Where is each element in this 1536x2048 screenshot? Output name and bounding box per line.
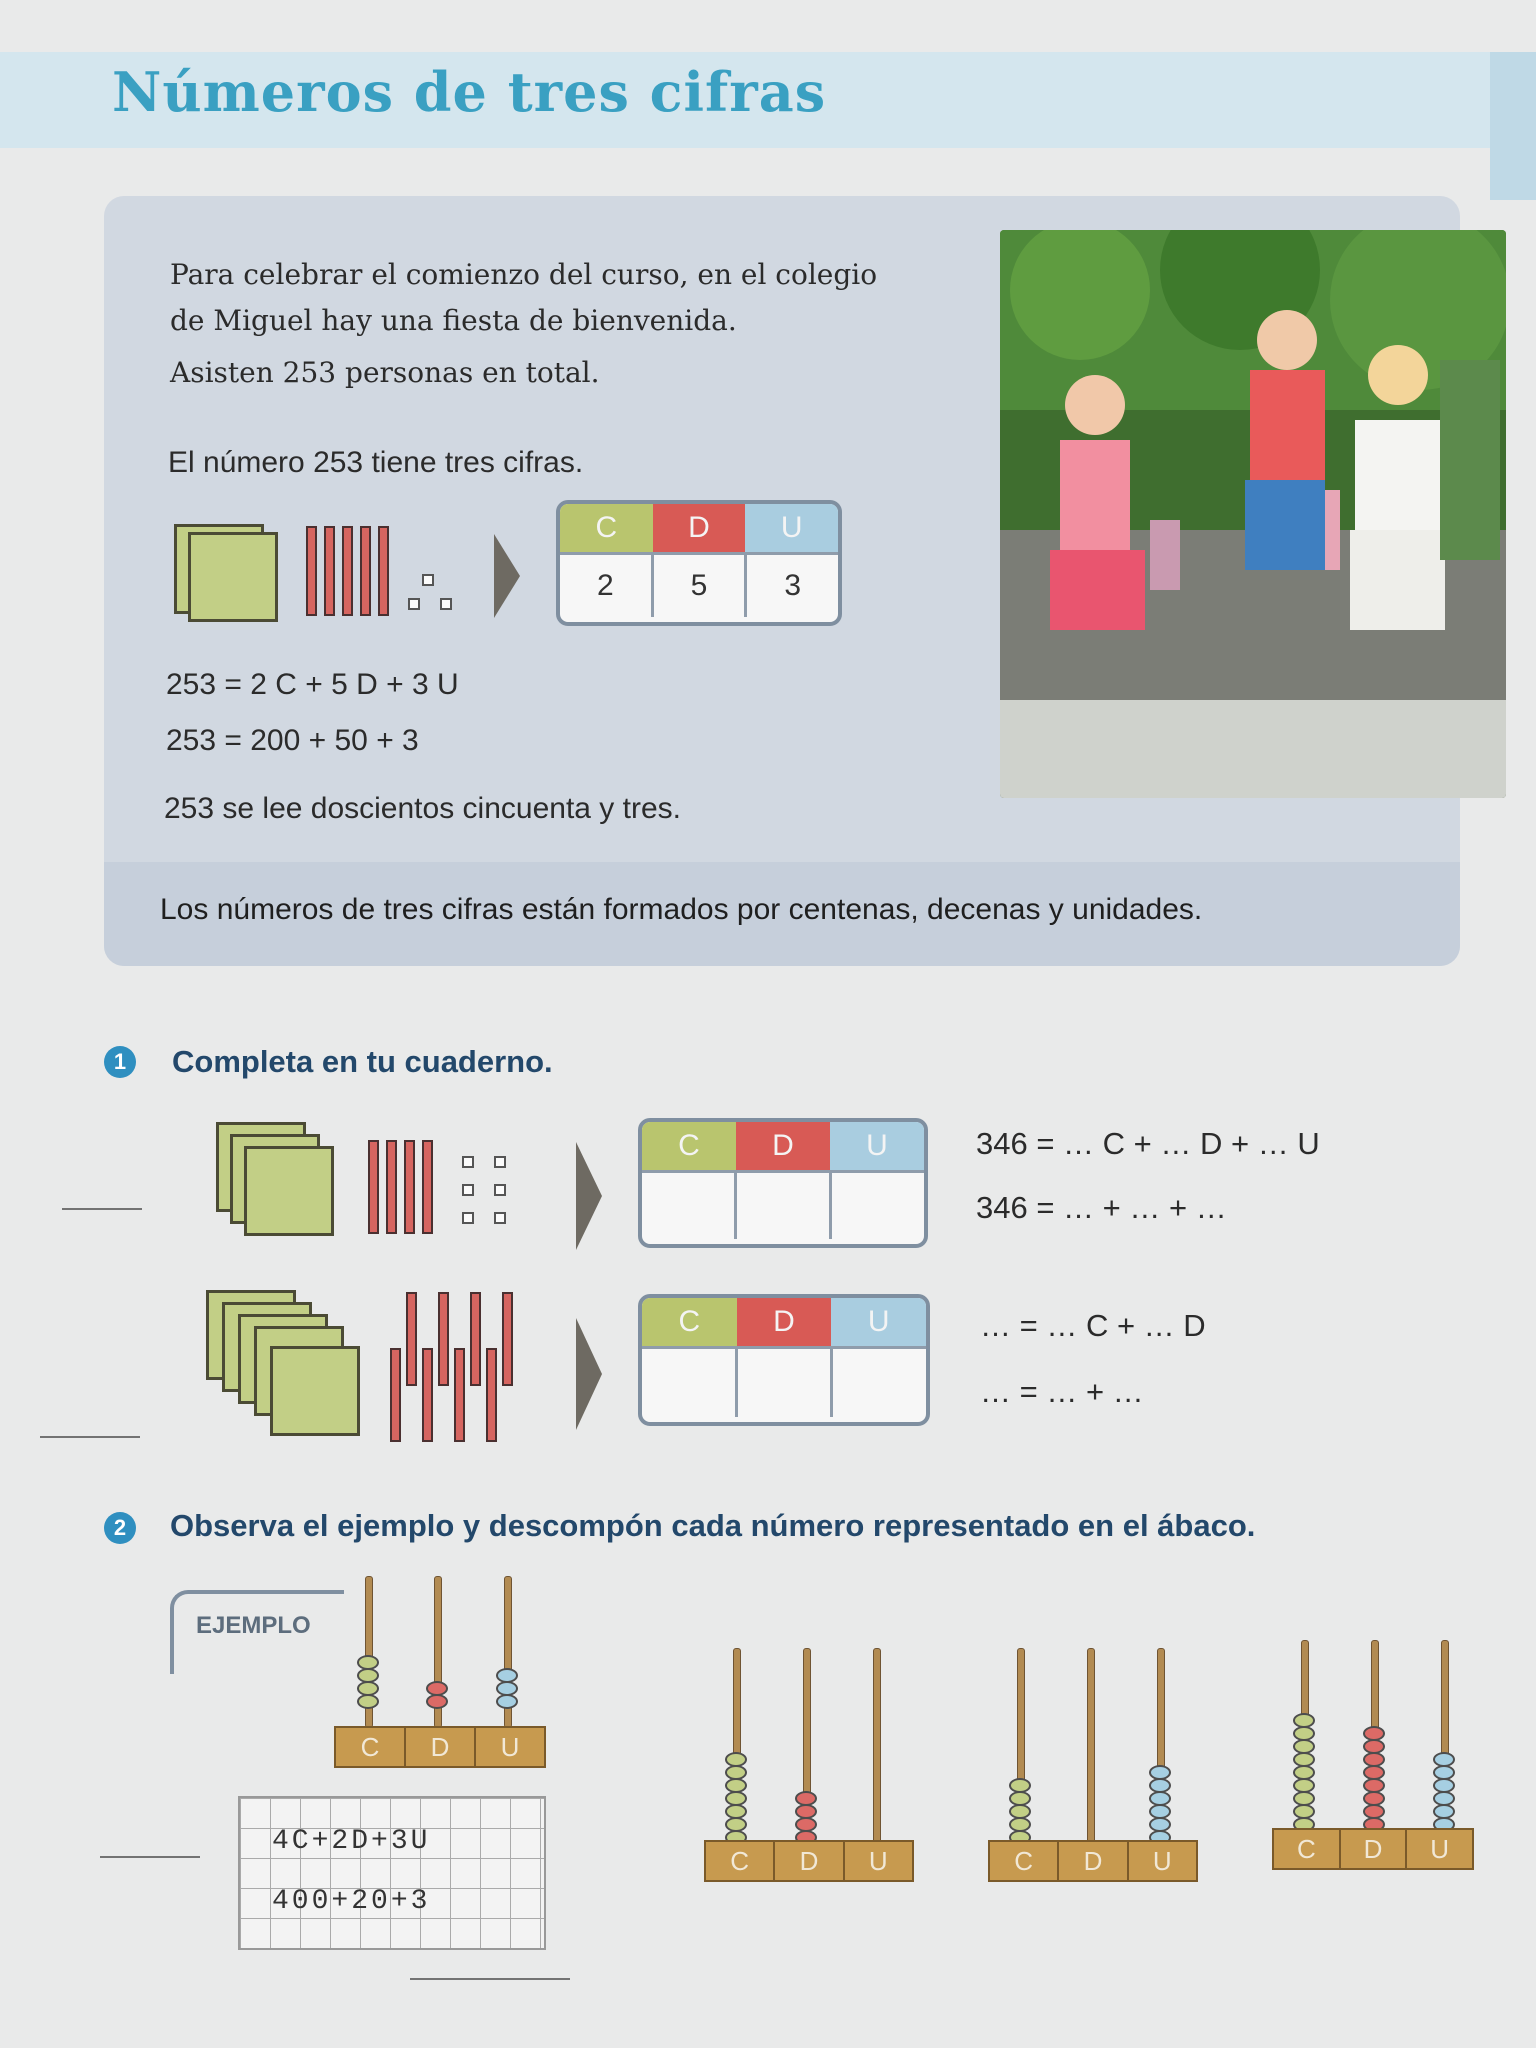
abacus-label-u: U — [843, 1842, 912, 1880]
example-line-1: 4C+2D+3U — [272, 1826, 431, 1857]
abacus-base — [334, 1726, 546, 1768]
header-c: C — [642, 1122, 736, 1170]
abacus-label-d: D — [1339, 1830, 1406, 1868]
ten-rod — [422, 1348, 433, 1442]
abacus-label-d: D — [1057, 1842, 1126, 1880]
ten-rod — [306, 526, 317, 616]
bead — [496, 1694, 518, 1709]
exercise-1-row-2-equation-1: … = … C + … D — [980, 1308, 1206, 1343]
abacus-label-u: U — [1405, 1830, 1472, 1868]
pencil-mark — [410, 1978, 570, 1980]
exercise-2-number: 2 — [104, 1512, 136, 1544]
ten-rod — [368, 1140, 379, 1234]
unit-cube — [462, 1184, 474, 1196]
ten-rod — [454, 1348, 465, 1442]
exercise-1-row-2-equation-2: … = … + … — [980, 1374, 1144, 1409]
exercise-1-row-1-table — [638, 1118, 928, 1248]
intro-equation-1: 253 = 2 C + 5 D + 3 U — [166, 668, 459, 701]
ten-rod — [438, 1292, 449, 1386]
hundred-block — [270, 1346, 360, 1436]
exercise-2-instruction: Observa el ejemplo y descompón cada número representado en el ábaco. — [170, 1508, 1256, 1543]
unit-cube — [494, 1184, 506, 1196]
example-grid — [238, 1796, 546, 1950]
header-d: D — [653, 504, 746, 552]
abacus-label-d: D — [404, 1728, 474, 1766]
ten-rod — [470, 1292, 481, 1386]
ten-rod — [404, 1140, 415, 1234]
header-d: D — [737, 1298, 832, 1346]
hundred-block — [244, 1146, 334, 1236]
exercise-1-row-1-equation-1: 346 = … C + … D + … U — [976, 1126, 1320, 1161]
intro-equation-2: 253 = 200 + 50 + 3 — [166, 724, 419, 757]
abacus-label-c: C — [1296, 1833, 1316, 1864]
abacus-rod — [1087, 1648, 1095, 1844]
story-line-1: Para celebrar el comienzo del curso, en el colegio — [170, 258, 878, 291]
intro-statement: El número 253 tiene tres cifras. — [168, 446, 584, 479]
bead — [426, 1694, 448, 1709]
header-d: D — [736, 1122, 830, 1170]
header-c: C — [560, 504, 653, 552]
abacus-base — [704, 1840, 914, 1882]
pencil-mark — [100, 1856, 200, 1858]
pencil-mark — [40, 1436, 140, 1438]
abacus-label-u: U — [474, 1728, 544, 1766]
abacus-label-u: U — [1127, 1842, 1196, 1880]
abacus-rod — [873, 1648, 881, 1844]
hundred-block — [188, 532, 278, 622]
unit-cube — [494, 1212, 506, 1224]
bead — [357, 1694, 379, 1709]
page-title: Números de tres cifras — [112, 60, 827, 124]
arrow-icon — [576, 1318, 602, 1430]
value-d: 5 — [651, 555, 745, 617]
exercise-1-row-1-equation-2: 346 = … + … + … — [976, 1190, 1227, 1225]
ten-rod — [386, 1140, 397, 1234]
empty-cell-d — [735, 1349, 831, 1417]
abacus-base — [1272, 1828, 1474, 1870]
exercise-1-number: 1 — [104, 1046, 136, 1078]
unit-cube — [462, 1156, 474, 1168]
value-c: 2 — [596, 569, 614, 602]
ten-rod — [342, 526, 353, 616]
ten-rod — [378, 526, 389, 616]
abacus-label-c: C — [730, 1845, 750, 1876]
header-u: U — [745, 504, 838, 552]
ten-rod — [324, 526, 335, 616]
ten-rod — [486, 1348, 497, 1442]
ten-rod — [390, 1348, 401, 1442]
intro-reading: 253 se lee doscientos cincuenta y tres. — [164, 792, 681, 825]
empty-cell-d — [734, 1173, 829, 1239]
abacus-base — [988, 1840, 1198, 1882]
unit-cube — [462, 1212, 474, 1224]
header-u: U — [830, 1122, 924, 1170]
example-line-2: 400+20+3 — [272, 1886, 431, 1917]
empty-cell-u — [829, 1173, 924, 1239]
abacus-label-d: D — [773, 1842, 842, 1880]
empty-cell-u — [830, 1349, 926, 1417]
unit-cube — [494, 1156, 506, 1168]
arrow-icon — [576, 1142, 602, 1250]
story-line-3: Asisten 253 personas en total. — [170, 356, 600, 389]
value-u: 3 — [744, 555, 838, 617]
intro-place-value-table — [556, 500, 842, 626]
unit-cube — [408, 598, 420, 610]
title-band-edge — [1490, 52, 1536, 200]
abacus-label-c: C — [1014, 1845, 1034, 1876]
empty-cell-c — [642, 1349, 735, 1417]
unit-cube — [440, 598, 452, 610]
rule-text: Los números de tres cifras están formados por centenas, decenas y unidades. — [160, 893, 1203, 926]
children-dancing-photo — [1000, 230, 1506, 798]
ten-rod — [502, 1292, 513, 1386]
exercise-1-row-2-table — [638, 1294, 930, 1426]
ten-rod — [422, 1140, 433, 1234]
pencil-mark — [62, 1208, 142, 1210]
example-label: EJEMPLO — [196, 1612, 311, 1639]
ten-rod — [360, 526, 371, 616]
header-c: C — [642, 1298, 737, 1346]
ten-rod — [406, 1292, 417, 1386]
story-line-2: de Miguel hay una fiesta de bienvenida. — [170, 304, 737, 337]
empty-cell-c — [642, 1173, 734, 1239]
header-u: U — [831, 1298, 926, 1346]
unit-cube — [422, 574, 434, 586]
arrow-icon — [494, 534, 520, 618]
exercise-1-instruction: Completa en tu cuaderno. — [172, 1044, 553, 1079]
abacus-label-c: C — [360, 1731, 380, 1762]
